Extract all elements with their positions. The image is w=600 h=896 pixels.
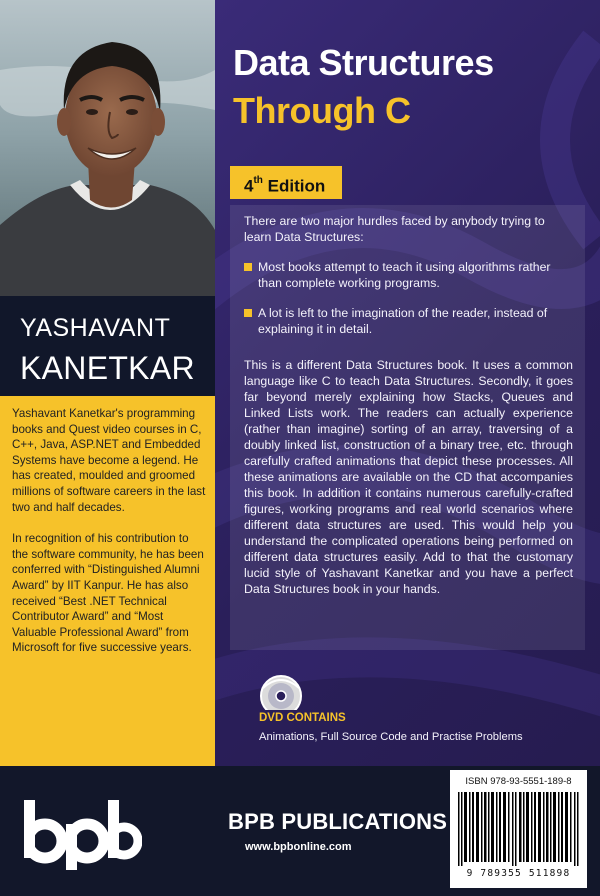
dvd-heading: DVD CONTAINS bbox=[259, 712, 346, 724]
edition-badge bbox=[230, 166, 342, 199]
author-first-name: YASHAVANT bbox=[20, 314, 171, 342]
bpb-logo bbox=[24, 800, 142, 870]
blurb-body: This is a different Data Structures book. It uses a common language like C to teach Data Structures. Secondly, it goes far beyond merely explaining how Stacks, Queues and Linked Lists work. The readers can actually experience (rather than imagine) sorting of an array, traversing of a doubly linked list, construction of a binary tree, etc. through carefully crafted animations that depict these processes. All these animations are available on the CD that accompanies this book. In addition it contains numerous carefully-crafted figures, working programs and real world scenarios where different data structures are used. This would help you understand the complicated operations being performed on different data structures easily. Add to that the customary lucid style of Yashavant Kanetkar and you have a perfect Data Structures book in your hands. bbox=[244, 358, 573, 596]
blurb-intro: There are two major hurdles faced by anybody trying to learn Data Structures: bbox=[244, 214, 545, 244]
blurb-bullet: A lot is left to the imagination of the reader, instead of explaining it in detail. bbox=[244, 305, 573, 337]
author-bio-paragraph: Yashavant Kanetkar's programming books and Quest video courses in C, C++, Java, ASP.NET and Embedded Systems have become a legend. He has created, moulded and groomed millions of software careers in the last two and half decades. bbox=[12, 407, 206, 514]
blurb-bullet: Most books attempt to teach it using algorithms rather than complete working programs. bbox=[244, 259, 573, 291]
author-bio bbox=[0, 396, 215, 766]
dvd-disc-icon bbox=[259, 670, 303, 710]
isbn-label: ISBN 978-93-5551-189-8 bbox=[465, 776, 572, 787]
author-photo bbox=[0, 0, 215, 296]
publisher-url: www.bpbonline.com bbox=[245, 841, 352, 853]
author-last-name: KANETKAR bbox=[20, 350, 195, 386]
barcode-digits: 9 789355 511898 bbox=[466, 868, 571, 879]
book-title-line1: Data Structures bbox=[233, 42, 494, 83]
edition-word: Edition bbox=[267, 176, 326, 196]
isbn-barcode-box bbox=[450, 770, 587, 888]
publisher-name: BPB PUBLICATIONS bbox=[228, 809, 448, 834]
description-panel bbox=[215, 0, 600, 766]
dvd-contents: Animations, Full Source Code and Practise Problems bbox=[259, 731, 523, 743]
barcode-graphic bbox=[458, 792, 579, 866]
edition-suffix: th bbox=[253, 175, 263, 186]
author-bio-paragraph: In recognition of his contribution to the software community, he has been conferred with “Distinguished Alumni Award” by IIT Kanpur. He has also received “Best .NET Technical Contributor Award” and “Most Valuable Professional Award” from Microsoft for five successive years. bbox=[12, 532, 204, 655]
book-title-line2: Through C bbox=[233, 90, 411, 131]
edition-number: 4 bbox=[244, 176, 254, 196]
blurb-box bbox=[230, 205, 585, 650]
